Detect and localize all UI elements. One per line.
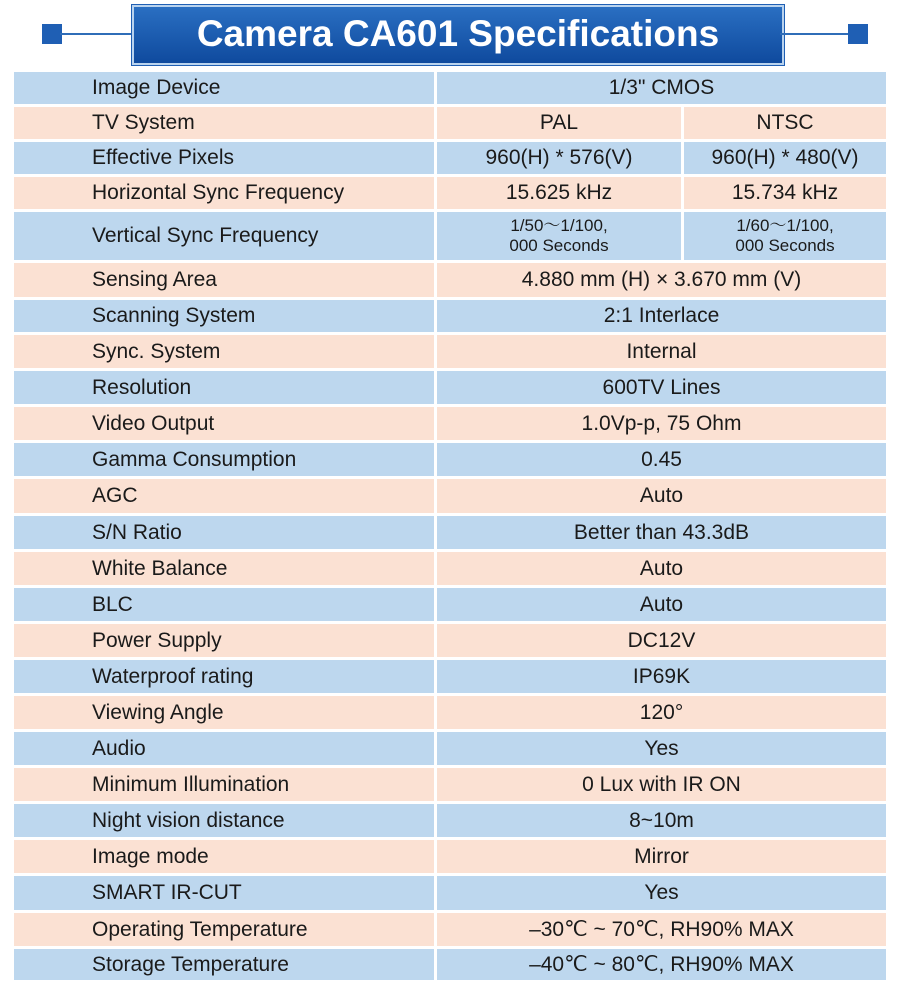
- spec-value: 120°: [437, 696, 886, 729]
- table-row: [14, 300, 886, 332]
- table-row: [14, 624, 886, 657]
- spec-value-ntsc: 960(H) * 480(V): [684, 142, 886, 174]
- spec-label: AGC: [14, 479, 434, 513]
- table-row: [14, 949, 886, 980]
- spec-value: Better than 43.3dB: [437, 516, 886, 549]
- spec-label: Image mode: [14, 840, 434, 873]
- spec-value-ntsc: 15.734 kHz: [684, 177, 886, 209]
- spec-label: Gamma Consumption: [14, 443, 434, 476]
- spec-label: Minimum Illumination: [14, 768, 434, 801]
- table-row: [14, 72, 886, 104]
- spec-label: Resolution: [14, 371, 434, 404]
- spec-value: 8~10m: [437, 804, 886, 837]
- spec-label: Image Device: [14, 72, 434, 104]
- spec-value: 0 Lux with IR ON: [437, 768, 886, 801]
- spec-value: 1/3" CMOS: [437, 72, 886, 104]
- table-row: [14, 177, 886, 209]
- table-row: [14, 876, 886, 910]
- spec-value: 0.45: [437, 443, 886, 476]
- table-row: [14, 107, 886, 139]
- spec-label: Audio: [14, 732, 434, 765]
- spec-value: DC12V: [437, 624, 886, 657]
- spec-value-pal: 1/50～1/100, 000 Seconds: [437, 212, 681, 260]
- spec-label: Storage Temperature: [14, 949, 434, 980]
- spec-value-ntsc: 1/60～1/100, 000 Seconds: [684, 212, 886, 260]
- table-row: [14, 588, 886, 621]
- spec-value: Internal: [437, 335, 886, 368]
- spec-label: Video Output: [14, 407, 434, 440]
- table-row: [14, 516, 886, 549]
- spec-value: 600TV Lines: [437, 371, 886, 404]
- spec-value: Auto: [437, 552, 886, 585]
- table-row: [14, 263, 886, 297]
- table-row: [14, 732, 886, 765]
- spec-label: Horizontal Sync Frequency: [14, 177, 434, 209]
- spec-value-pal: PAL: [437, 107, 681, 139]
- left-line-ornament: [60, 33, 132, 35]
- spec-label: Scanning System: [14, 300, 434, 332]
- right-square-ornament: [848, 24, 868, 44]
- page-header: [0, 0, 900, 70]
- spec-label: Night vision distance: [14, 804, 434, 837]
- table-row: [14, 913, 886, 946]
- spec-label: SMART IR-CUT: [14, 876, 434, 910]
- spec-label: Sync. System: [14, 335, 434, 368]
- spec-label: Sensing Area: [14, 263, 434, 297]
- spec-label: Viewing Angle: [14, 696, 434, 729]
- table-row: [14, 407, 886, 440]
- spec-value: 1.0Vp-p, 75 Ohm: [437, 407, 886, 440]
- left-square-ornament: [42, 24, 62, 44]
- spec-value: Yes: [437, 732, 886, 765]
- spec-value: –30℃ ~ 70℃, RH90% MAX: [437, 913, 886, 946]
- spec-value-ntsc: NTSC: [684, 107, 886, 139]
- table-row: [14, 840, 886, 873]
- table-row: [14, 696, 886, 729]
- spec-label: S/N Ratio: [14, 516, 434, 549]
- spec-value: 4.880 mm (H) × 3.670 mm (V): [437, 263, 886, 297]
- spec-value: Auto: [437, 479, 886, 513]
- table-row: [14, 371, 886, 404]
- spec-label: Power Supply: [14, 624, 434, 657]
- table-row: [14, 804, 886, 837]
- right-line-ornament: [780, 33, 850, 35]
- spec-value-pal: 15.625 kHz: [437, 177, 681, 209]
- spec-value: Mirror: [437, 840, 886, 873]
- table-row: [14, 768, 886, 801]
- table-row: [14, 142, 886, 174]
- spec-value-pal: 960(H) * 576(V): [437, 142, 681, 174]
- table-row: [14, 443, 886, 476]
- page-title: Camera CA601 Specifications: [132, 5, 784, 65]
- spec-label: Waterproof rating: [14, 660, 434, 693]
- spec-value: IP69K: [437, 660, 886, 693]
- spec-value: Auto: [437, 588, 886, 621]
- table-row: [14, 479, 886, 513]
- specifications-table: [14, 72, 886, 983]
- table-row: [14, 660, 886, 693]
- spec-label: TV System: [14, 107, 434, 139]
- spec-label: Effective Pixels: [14, 142, 434, 174]
- table-row: [14, 552, 886, 585]
- spec-label: BLC: [14, 588, 434, 621]
- spec-label: Operating Temperature: [14, 913, 434, 946]
- spec-value: –40℃ ~ 80℃, RH90% MAX: [437, 949, 886, 980]
- spec-value: Yes: [437, 876, 886, 910]
- spec-value: 2:1 Interlace: [437, 300, 886, 332]
- spec-label: White Balance: [14, 552, 434, 585]
- table-row: [14, 212, 886, 260]
- spec-label: Vertical Sync Frequency: [14, 212, 434, 260]
- table-row: [14, 335, 886, 368]
